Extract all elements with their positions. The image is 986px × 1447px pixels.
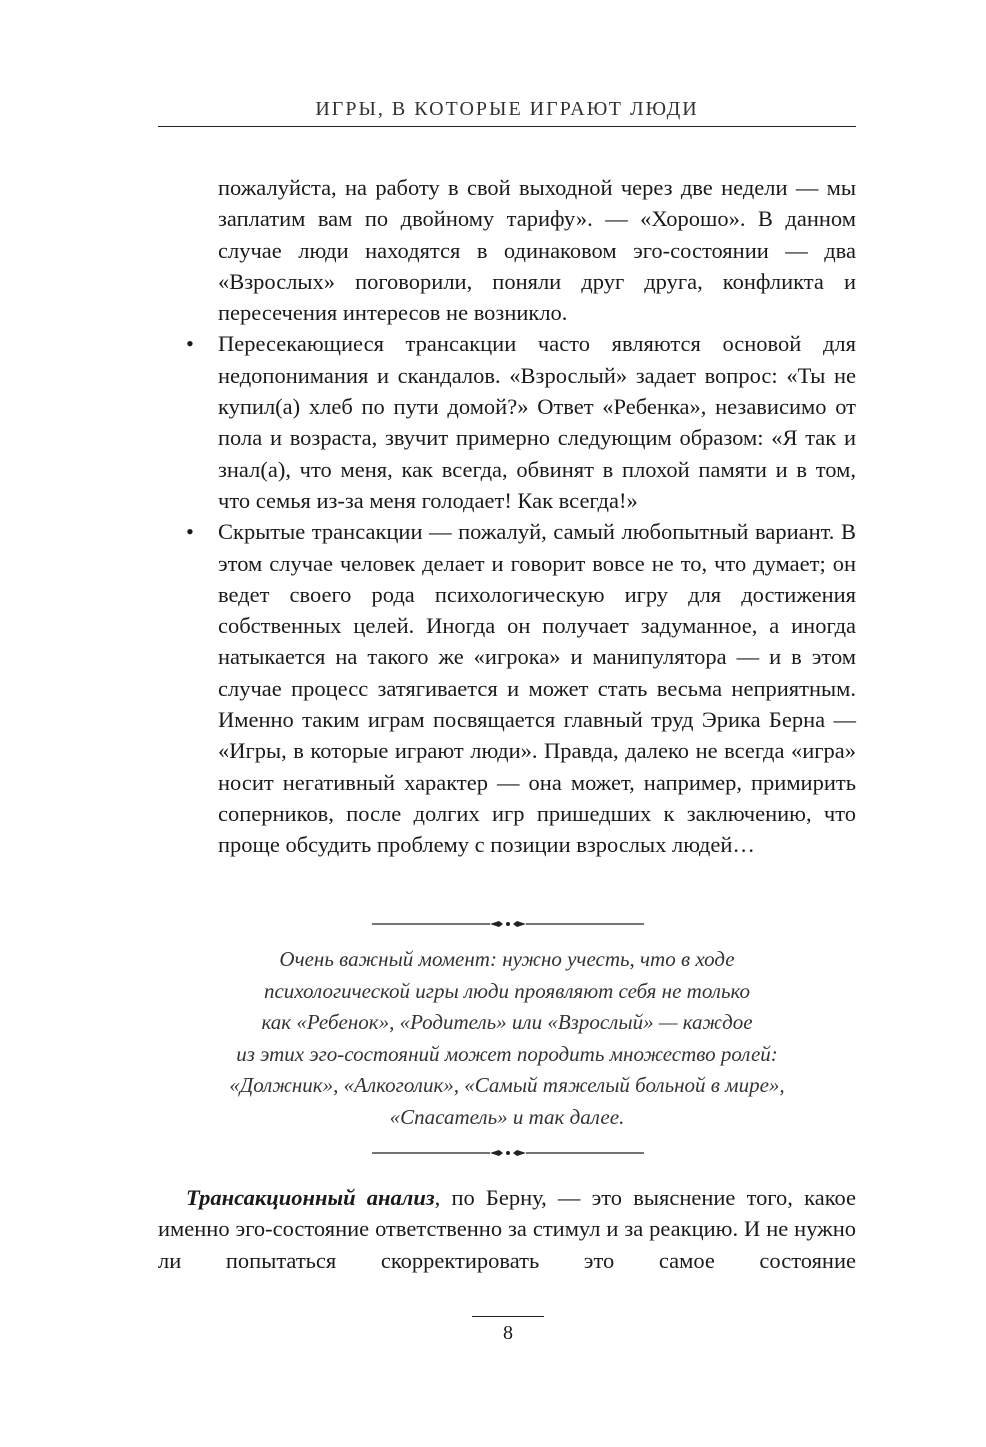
final-paragraph-text: , по Берну, — это выяснение того, какое именно эго-состояние ответственно за стимул и за реакцию. И не нужно ли попытаться скорректировать это самое состояние bbox=[158, 1185, 856, 1273]
callout-quote bbox=[200, 944, 814, 1134]
bullet-icon: • bbox=[186, 331, 194, 357]
bullet-item-hidden-transactions bbox=[186, 516, 856, 860]
callout-line: из этих эго-состояний может породить множество ролей: bbox=[236, 1041, 778, 1066]
callout-line: «Спасатель» и так далее. bbox=[389, 1104, 625, 1129]
ornament-divider-bottom bbox=[372, 1147, 644, 1159]
continuation-paragraph: пожалуйста, на работу в свой выходной через две недели — мы заплатим вам по двойному тарифу». — «Хорошо». В данном случае люди находятся в одинаковом эго-состоянии — два «Взрослых» поговорили, поняли друг друга, конфликта и пересечения интересов не возникло. bbox=[218, 175, 856, 326]
bullet-icon: • bbox=[186, 519, 194, 545]
bullet-item-crossed-transactions bbox=[186, 328, 856, 516]
running-header: ИГРЫ, В КОТОРЫЕ ИГРАЮТ ЛЮДИ bbox=[315, 98, 699, 120]
callout-line: «Должник», «Алкоголик», «Самый тяжелый больной в мире», bbox=[229, 1073, 785, 1098]
callout-line: как «Ребенок», «Родитель» или «Взрослый» — каждое bbox=[261, 1010, 753, 1035]
bullet-text: Скрытые трансакции — пожалуй, самый любопытный вариант. В этом случае человек делает и говорит вовсе не то, что думает; он ведет своего рода психологическую игру для достижения собственных целей. Иногда он получает задуманное, а иногда натыкается на такого же «игрока» и манипулятора — и в этом случае процесс затягивается и может стать весьма неприятным. Именно таким играм посвящается главный труд Эрика Берна — «Игры, в которые играют люди». Правда, далеко не всегда «игра» носит негативный характер — она может, например, примирить соперников, после долгих игр пришедших к заключению, что проще обсудить проблему с позиции взрослых людей… bbox=[218, 519, 856, 858]
defined-term: Трансакционный анализ bbox=[186, 1185, 435, 1210]
callout-line: психологической игры люди проявляют себя не только bbox=[263, 978, 751, 1003]
bullet-text: Пересекающиеся трансакции часто являются основой для недопонимания и скандалов. «Взрослый» задает вопрос: «Ты не купил(а) хлеб по пути домой?» Ответ «Ребенка», независимо от пола и возраста, звучит примерно следующим образом: «Я так и знал(а), что меня, как всегда, обвинят в плохой памяти и в том, что семья из-за меня голодает! Как всегда!» bbox=[218, 331, 856, 513]
page-number: 8 bbox=[503, 1322, 513, 1344]
final-paragraph bbox=[158, 1182, 856, 1276]
header-divider bbox=[158, 126, 856, 127]
callout-line: Очень важный момент: нужно учесть, что в ходе bbox=[279, 947, 735, 971]
main-text bbox=[186, 172, 856, 861]
ornament-divider-top bbox=[372, 918, 644, 930]
footer-divider bbox=[472, 1316, 544, 1317]
